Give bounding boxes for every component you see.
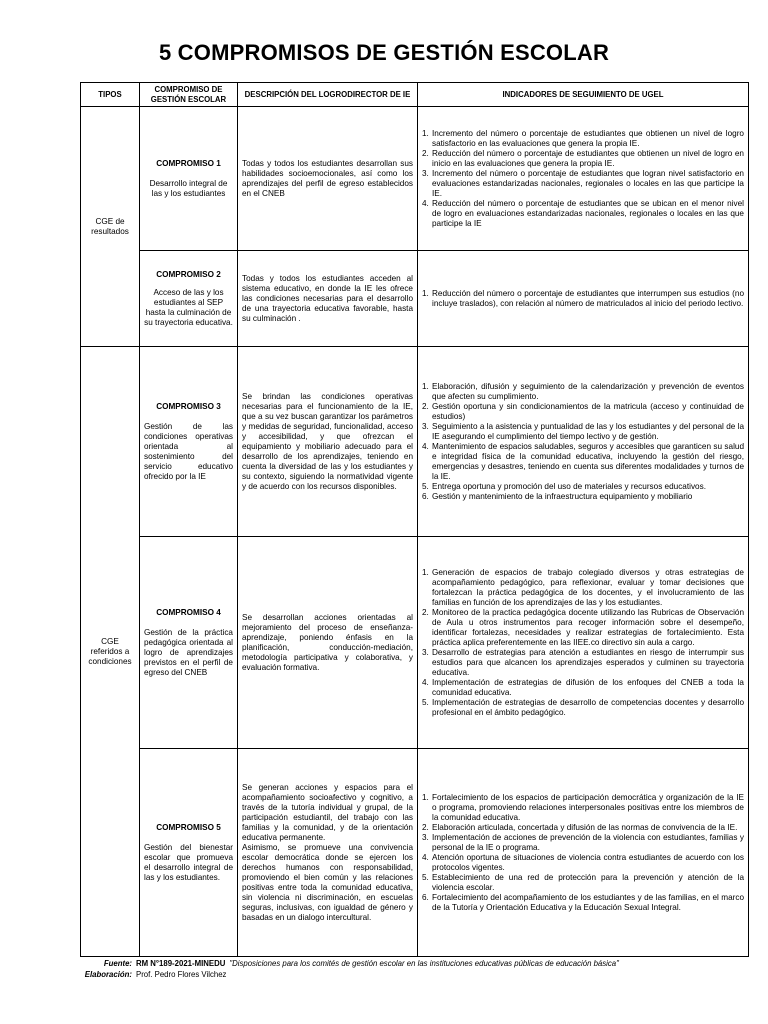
compromiso-name: COMPROMISO 5 bbox=[156, 822, 221, 832]
indicador-number: 5. bbox=[422, 872, 429, 882]
indicador-number: 5. bbox=[422, 481, 429, 491]
indicador-item bbox=[422, 492, 744, 502]
compromiso-cell bbox=[140, 749, 238, 957]
indicador-item bbox=[422, 199, 744, 229]
indicador-text: Seguimiento a la asistencia y puntualidad de las y los estudiantes y del personal de la IE asegurando el cumplimiento del tiempo lectivo y de gestión. bbox=[432, 421, 744, 441]
compromiso-cell bbox=[140, 347, 238, 537]
indicador-item bbox=[422, 149, 744, 169]
compromiso-name: COMPROMISO 1 bbox=[156, 158, 221, 168]
indicador-text: Implementación de acciones de prevención de la violencia con estudiantes, familias y personal de la IE o programa. bbox=[432, 832, 744, 852]
compromiso-cell bbox=[140, 537, 238, 749]
indicador-number: 4. bbox=[422, 852, 429, 862]
indicadores-list bbox=[422, 793, 744, 913]
indicador-item bbox=[422, 678, 744, 698]
indicador-text: Reducción del número o porcentaje de estudiantes que se ubican en el menor nivel de logro en evaluaciones estandarizadas nacionales, regionales o locales en las que participe la IE bbox=[432, 198, 744, 228]
compromiso-desc: Gestión de la práctica pedagógica orientada al logro de aprendizajes previstos en el perfil de egreso del CNEB bbox=[144, 627, 233, 677]
footer-source-ref: RM N°189-2021-MINEDU bbox=[136, 959, 226, 968]
compromiso-cell bbox=[140, 107, 238, 251]
indicador-number: 2. bbox=[422, 148, 429, 158]
indicador-number: 1. bbox=[422, 792, 429, 802]
indicador-item bbox=[422, 698, 744, 718]
table-row bbox=[81, 251, 749, 347]
indicadores-cell bbox=[418, 537, 749, 749]
header-compromiso: COMPROMISO DE GESTIÓN ESCOLAR bbox=[140, 83, 238, 107]
indicador-text: Desarrollo de estrategias para atención a estudiantes en riesgo de interrumpir sus estudios para que alcancen los aprendizajes esperados y culminen su trayectoria educativa. bbox=[432, 647, 744, 677]
indicador-text: Entrega oportuna y promoción del uso de materiales y recursos educativos. bbox=[432, 481, 706, 491]
indicador-number: 2. bbox=[422, 607, 429, 617]
indicador-number: 6. bbox=[422, 491, 429, 501]
indicador-number: 2. bbox=[422, 822, 429, 832]
indicador-item bbox=[422, 382, 744, 402]
indicador-item bbox=[422, 823, 744, 833]
indicadores-list bbox=[422, 382, 744, 502]
compromiso-name: COMPROMISO 2 bbox=[156, 269, 221, 279]
indicador-text: Reducción del número o porcentaje de estudiantes que interrumpen sus estudios (no incluye traslados), con relación al número de matriculados al inicio del periodo lectivo. bbox=[432, 288, 744, 308]
logro-cell: Se desarrollan acciones orientadas al mejoramiento del proceso de enseñanza-aprendizaje, poniendo énfasis en la planificación, conducción-mediación, metodología participativa y colaborativa, y evaluación formativa. bbox=[238, 537, 418, 749]
footer-source-label: Fuente: bbox=[103, 959, 132, 968]
indicadores-cell bbox=[418, 749, 749, 957]
indicador-number: 5. bbox=[422, 697, 429, 707]
indicador-item bbox=[422, 873, 744, 893]
compromiso-desc: Gestión del bienestar escolar que promueva el desarrollo integral de las y los estudiantes. bbox=[144, 842, 233, 882]
indicador-item bbox=[422, 482, 744, 492]
indicadores-cell bbox=[418, 251, 749, 347]
indicador-item bbox=[422, 893, 744, 913]
logro-paragraph: Asimismo, se promueve una convivencia escolar democrática donde se ejercen los derechos humanos con responsabilidad, promoviendo el bien común y las relaciones positivas entre toda la comunidad educativa, sin violencia ni discriminación, en escuelas seguras, inclusivas, con igualdad de género y basadas en un dialogo intercultural. bbox=[242, 842, 413, 922]
tipo-resultados: CGE de resultados bbox=[81, 107, 140, 347]
compromiso-name: COMPROMISO 3 bbox=[156, 401, 221, 411]
indicador-text: Atención oportuna de situaciones de violencia contra estudiantes de acuerdo con los protocolos vigentes. bbox=[432, 852, 744, 872]
table-row bbox=[81, 749, 749, 957]
indicador-text: Fortalecimiento del acompañamiento de los estudiantes y de las familias, en el marco de la Tutoría y Orientación Educativa y la Educación Sexual Integral. bbox=[432, 892, 744, 912]
indicador-text: Establecimiento de una red de protección para la prevención y atención de la violencia escolar. bbox=[432, 872, 744, 892]
indicador-item bbox=[422, 422, 744, 442]
indicador-item bbox=[422, 793, 744, 823]
indicador-number: 1. bbox=[422, 567, 429, 577]
logro-cell: Todas y todos los estudiantes acceden al sistema educativo, en donde la IE les ofrece las condiciones necesarias para el desarrollo de una trayectoria educativa favorable, hasta su culminación . bbox=[238, 251, 418, 347]
indicadores-cell bbox=[418, 347, 749, 537]
table-row bbox=[81, 107, 749, 251]
header-tipos: TIPOS bbox=[81, 83, 140, 107]
indicador-text: Gestión oportuna y sin condicionamientos de la matricula (acceso y continuidad de estudios) bbox=[432, 401, 744, 421]
indicador-item bbox=[422, 169, 744, 199]
indicadores-list bbox=[422, 289, 744, 309]
indicador-number: 6. bbox=[422, 892, 429, 902]
indicador-number: 4. bbox=[422, 198, 429, 208]
page-title: 5 COMPROMISOS DE GESTIÓN ESCOLAR bbox=[158, 40, 610, 65]
compromiso-desc: Acceso de las y los estudiantes al SEP hasta la culminación de su trayectoria educativa. bbox=[144, 287, 233, 327]
indicador-item bbox=[422, 648, 744, 678]
footer bbox=[70, 959, 619, 980]
indicador-number: 1. bbox=[422, 381, 429, 391]
indicador-text: Elaboración, difusión y seguimiento de la calendarización y prevención de eventos que afecten su cumplimiento. bbox=[432, 381, 744, 401]
header-indicadores: INDICADORES DE SEGUIMIENTO DE UGEL bbox=[418, 83, 749, 107]
indicador-text: Elaboración articulada, concertada y difusión de las normas de convivencia de la IE. bbox=[432, 822, 738, 832]
indicador-text: Monitoreo de la practica pedagógica docente utilizando las Rubricas de Observación de Aula u otros instrumentos para recoger información sobre el desempeño, identificar fortalezas, necesidades y realizar estrategias de fortalecimiento. Esta práctica aplica preferentemente en las IIEE.co directivo sin aula a cargo. bbox=[432, 607, 744, 647]
footer-author-label: Elaboración: bbox=[84, 969, 132, 979]
commitments-table bbox=[80, 82, 749, 957]
indicador-text: Incremento del número o porcentaje de estudiantes que obtienen un nivel de logro satisfactorio en las evaluaciones que genera la propia IE. bbox=[432, 128, 744, 148]
indicador-text: Reducción del número o porcentaje de estudiantes que obtienen un nivel de logro en inicio en las evaluaciones que genera la propia IE. bbox=[432, 148, 744, 168]
indicador-item bbox=[422, 129, 744, 149]
table-row bbox=[81, 347, 749, 537]
footer-author-row bbox=[70, 970, 619, 981]
indicador-number: 1. bbox=[422, 128, 429, 138]
compromiso-cell bbox=[140, 251, 238, 347]
header-descripcion: DESCRIPCIÓN DEL LOGRODIRECTOR DE IE bbox=[238, 83, 418, 107]
table-header-row bbox=[81, 83, 749, 107]
indicador-item bbox=[422, 442, 744, 482]
tipo-condiciones: CGE referidos a condiciones bbox=[81, 347, 140, 957]
indicador-item bbox=[422, 568, 744, 608]
indicador-item bbox=[422, 289, 744, 309]
indicadores-list bbox=[422, 129, 744, 229]
footer-source-row bbox=[70, 959, 619, 970]
logro-cell bbox=[238, 749, 418, 957]
indicador-text: Mantenimiento de espacios saludables, seguros y accesibles que garanticen su salud e integridad física de la comunidad educativa, incluyendo la gestión del riesgo, emergencias y desastres, teniendo en cuenta sus diferentes modalidades y turnos de la IE. bbox=[432, 441, 744, 481]
indicador-text: Fortalecimiento de los espacios de participación democrática y organización de la IE o programa, promoviendo relaciones interpersonales positivas entre los miembros de la comunidad educativa. bbox=[432, 792, 744, 822]
logro-paragraph: Se generan acciones y espacios para el acompañamiento socioafectivo y cognitivo, a través de la tutoría individual y grupal, de la participación estudiantil, del trabajo con las familias y la comunidad, y de la orientación educativa permanente. bbox=[242, 782, 413, 842]
compromiso-name: COMPROMISO 4 bbox=[156, 607, 221, 617]
indicador-number: 1. bbox=[422, 288, 429, 298]
table-row bbox=[81, 537, 749, 749]
indicador-number: 3. bbox=[422, 647, 429, 657]
indicador-number: 3. bbox=[422, 421, 429, 431]
indicador-text: Generación de espacios de trabajo colegiado diversos y otras estrategias de acompañamiento pedagógico, para reflexionar, evaluar y tomar decisiones que fortalezcan la práctica pedagógica de los docentes, y el involucramiento de las familias en función de los aprendizajes de las y los estudiantes. bbox=[432, 567, 744, 607]
indicador-item bbox=[422, 853, 744, 873]
indicador-item bbox=[422, 402, 744, 422]
indicador-number: 3. bbox=[422, 168, 429, 178]
compromiso-desc: Desarrollo integral de las y los estudiantes bbox=[149, 178, 228, 198]
indicador-number: 4. bbox=[422, 677, 429, 687]
compromiso-desc: Gestión de las condiciones operativas orientada al sostenimiento del servicio educativo ofrecido por la IE bbox=[144, 421, 233, 481]
indicador-number: 4. bbox=[422, 441, 429, 451]
logro-cell: Se brindan las condiciones operativas necesarias para el funcionamiento de la IE, que a su vez buscan garantizar los parámetros y medidas de seguridad, funcionalidad, acceso y accesibilidad, y que ofrezcan el equipamiento y mobiliario adecuado para el desarrollo de los aprendizajes, teniendo en cuenta la diversidad de las y los estudiantes y su contexto, siguiendo la normatividad vigente y de acuerdo con los recursos disponibles. bbox=[238, 347, 418, 537]
indicador-text: Incremento del número o porcentaje de estudiantes que logran nivel satisfactorio en evaluaciones estandarizadas nacionales, regionales o locales en las que participe la IE. bbox=[432, 168, 744, 198]
indicadores-list bbox=[422, 568, 744, 718]
indicador-number: 2. bbox=[422, 401, 429, 411]
footer-author-value: Prof. Pedro Flores Vilchez bbox=[136, 969, 227, 979]
indicador-number: 3. bbox=[422, 832, 429, 842]
logro-cell: Todas y todos los estudiantes desarrollan sus habilidades socioemocionales, así como los aprendizajes del perfil de egreso establecidos en el CNEB bbox=[238, 107, 418, 251]
indicador-text: Implementación de estrategias de desarrollo de competencias docentes y desarrollo profesional en el ámbito pedagógico. bbox=[432, 697, 744, 717]
footer-source-quote: "Disposiciones para los comités de gestión escolar en las instituciones educativas públicas de educación básica" bbox=[229, 959, 619, 968]
indicador-text: Implementación de estrategias de difusión de los enfoques del CNEB a toda la comunidad educativa. bbox=[432, 677, 744, 697]
indicadores-cell bbox=[418, 107, 749, 251]
indicador-item bbox=[422, 833, 744, 853]
indicador-text: Gestión y mantenimiento de la infraestructura equipamiento y mobiliario bbox=[432, 491, 693, 501]
indicador-item bbox=[422, 608, 744, 648]
